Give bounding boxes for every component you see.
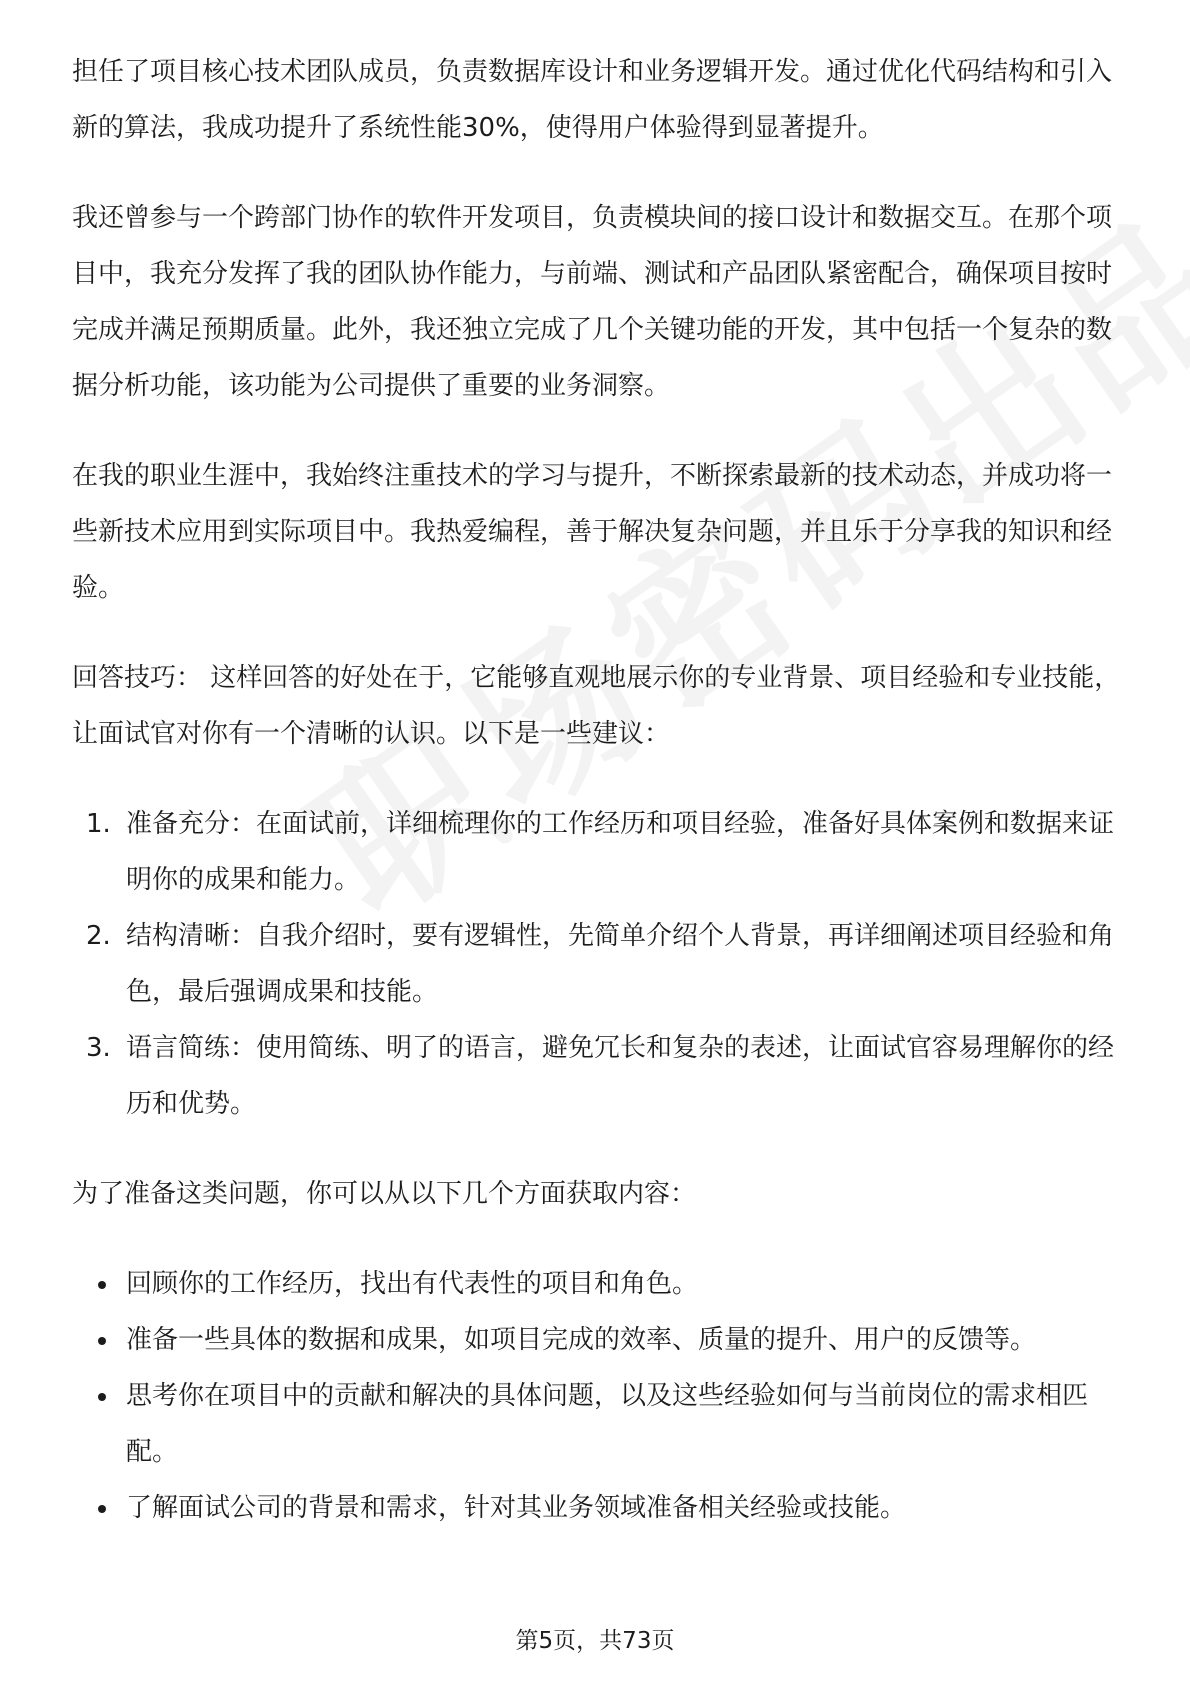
list-number: 1. xyxy=(86,809,111,839)
list-item-text: 语言简练：使用简练、明了的语言，避免冗长和复杂的表述，让面试官容易理解你的经历和优势。 xyxy=(126,1033,1115,1119)
list-number: 3. xyxy=(86,1033,111,1063)
list-item-text: 思考你在项目中的贡献和解决的具体问题，以及这些经验如何与当前岗位的需求相匹配。 xyxy=(126,1381,1089,1467)
list-item-text: 了解面试公司的背景和需求，针对其业务领域准备相关经验或技能。 xyxy=(126,1493,907,1523)
list-item xyxy=(72,1256,1122,1312)
bullet-icon xyxy=(98,1393,106,1401)
list-item xyxy=(72,1020,1122,1132)
page-footer: 第5页，共73页 xyxy=(515,1628,675,1654)
list-item xyxy=(72,1480,1122,1536)
list-item-text: 回顾你的工作经历，找出有代表性的项目和角色。 xyxy=(126,1269,699,1299)
list-item-text: 准备一些具体的数据和成果，如项目完成的效率、质量的提升、用户的反馈等。 xyxy=(126,1325,1037,1355)
paragraph-career: 在我的职业生涯中，我始终注重技术的学习与提升，不断探索最新的技术动态，并成功将一些新技术应用到实际项目中。我热爱编程，善于解决复杂问题，并且乐于分享我的知识和经验。 xyxy=(72,461,1113,603)
list-item xyxy=(72,796,1122,908)
bullet-icon xyxy=(98,1337,106,1345)
list-item xyxy=(72,1368,1122,1480)
list-number: 2. xyxy=(86,921,111,951)
suggestion-list xyxy=(72,796,1122,1132)
bullet-icon xyxy=(98,1505,106,1513)
list-item xyxy=(72,1312,1122,1368)
list-item-text: 准备充分：在面试前，详细梳理你的工作经历和项目经验，准备好具体案例和数据来证明你的成果和能力。 xyxy=(126,809,1115,895)
paragraph-cross-team: 我还曾参与一个跨部门协作的软件开发项目，负责模块间的接口设计和数据交互。在那个项目中，我充分发挥了我的团队协作能力，与前端、测试和产品团队紧密配合，确保项目按时完成并满足预期质量。此外，我还独立完成了几个关键功能的开发，其中包括一个复杂的数据分析功能，该功能为公司提供了重要的业务洞察。 xyxy=(72,203,1113,401)
source-list xyxy=(72,1256,1122,1536)
paragraph-project-core: 担任了项目核心技术团队成员，负责数据库设计和业务逻辑开发。通过优化代码结构和引入新的算法，我成功提升了系统性能30%，使得用户体验得到显著提升。 xyxy=(72,57,1113,143)
document-body xyxy=(72,44,1122,1536)
list-item xyxy=(72,908,1122,1020)
paragraph-answer-tips: 回答技巧： 这样回答的好处在于，它能够直观地展示你的专业背景、项目经验和专业技能，让面试官对你有一个清晰的认识。以下是一些建议： xyxy=(72,663,1121,749)
paragraph-sources-intro: 为了准备这类问题，你可以从以下几个方面获取内容： xyxy=(72,1179,697,1209)
bullet-icon xyxy=(98,1281,106,1289)
list-item-text: 结构清晰：自我介绍时，要有逻辑性，先简单介绍个人背景，再详细阐述项目经验和角色，最后强调成果和技能。 xyxy=(126,921,1115,1007)
